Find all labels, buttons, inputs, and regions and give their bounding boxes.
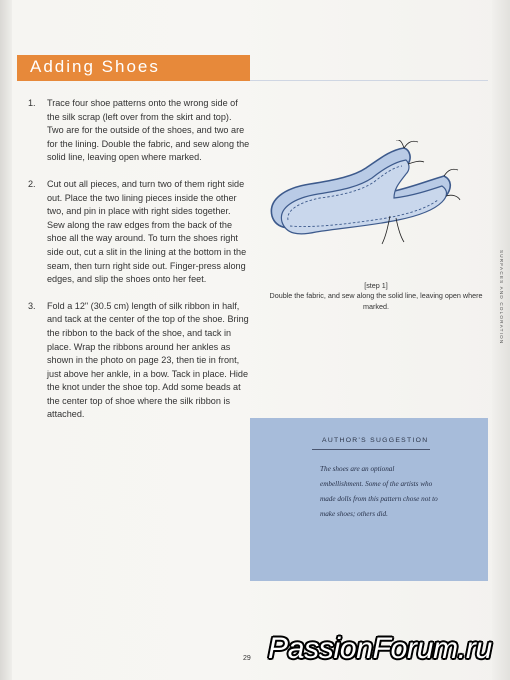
author-suggestion-rule [312, 449, 430, 450]
step-text: Cut out all pieces, and turn two of them right side out. Place the two lining pieces inside the other two, and pin in place with right sides together. Sew along the raw edges from the back of the shoe all the way around. To turn the shoes right side out, cut a slit in the lining at the bottom in the seam, then turn right side out. Finger-press along edges, and slip the shoes onto her feet. [47, 178, 247, 285]
figure-step-label: [step 1] [364, 281, 388, 290]
section-title: Adding Shoes [30, 57, 160, 76]
instruction-steps [28, 97, 250, 435]
running-section-label: SURFACES AND COLORATION [499, 250, 504, 345]
step-number: 3. [28, 300, 36, 311]
step-text: Fold a 12" (30.5 cm) length of silk ribbon in half, and tack at the center of the top of the shoe. Bring the ribbon to the back of the shoe, and tack in place. Wrap the ribbons around her ankles as shown in the photo on page 23, then tie in front, just above her ankle, in a bow. Tack in place. Hide the knot under the shoe top. Add some beads at the center top of shoe where the silk ribbon is attached. [47, 300, 249, 420]
header-rule [250, 80, 488, 81]
page-gutter [0, 0, 12, 680]
step-text: Trace four shoe patterns onto the wrong side of the silk scrap (left over from the skirt and top). Two are for the outside of the shoes, and two are for the lining. Double the fabric, and sew along the solid line, leaving open where marked. [47, 98, 250, 163]
author-suggestion-text: The shoes are an optional embellishment. Some of the artists who made dolls from this pattern chose not to make shoes; others did. [320, 465, 438, 518]
step-item [28, 178, 250, 287]
author-suggestion-title: AUTHOR'S SUGGESTION [322, 437, 429, 444]
figure-caption-text: Double the fabric, and sew along the solid line, leaving open where marked. [269, 291, 483, 311]
step-item [28, 97, 250, 165]
site-watermark: PassionForum.ru [268, 632, 492, 665]
step-item [28, 300, 250, 422]
figure-caption [262, 281, 490, 312]
step-number: 1. [28, 98, 36, 108]
step-number: 2. [28, 178, 36, 189]
shoe-illustration [262, 140, 462, 270]
page-number: 29 [243, 655, 251, 662]
